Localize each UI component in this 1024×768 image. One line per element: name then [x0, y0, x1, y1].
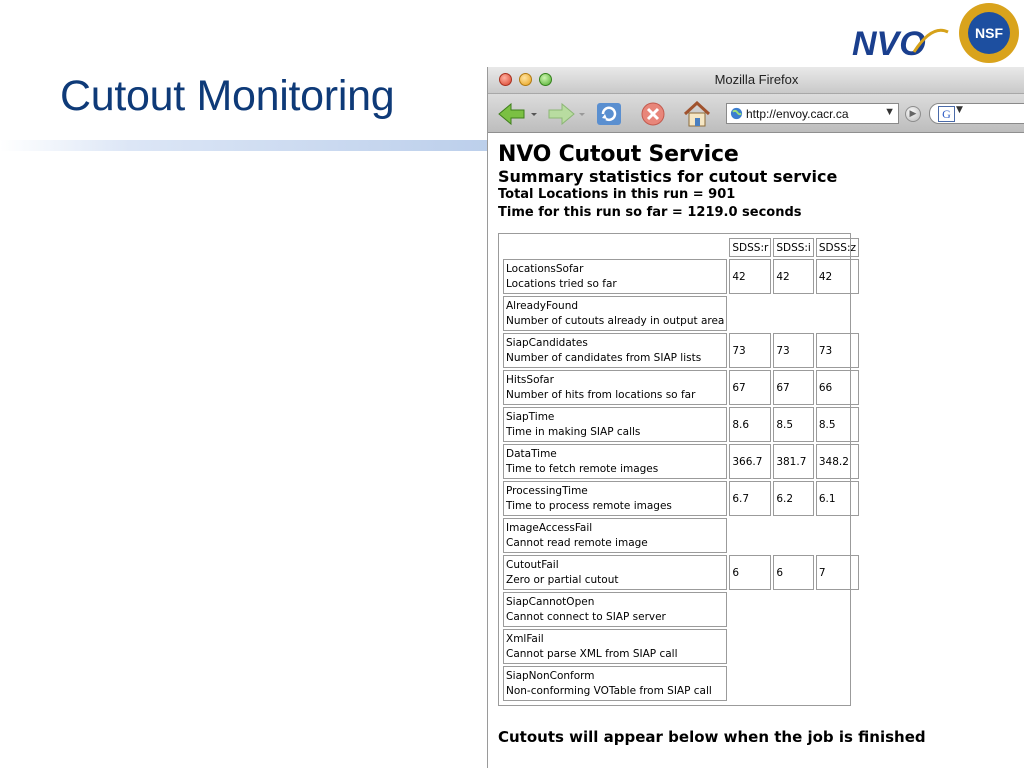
page-content	[488, 133, 1024, 746]
value-cell: 67	[773, 370, 814, 405]
table-row	[503, 666, 859, 701]
column-header: SDSS:r	[729, 238, 771, 257]
table-row	[503, 555, 859, 590]
metric-description: Time to fetch remote images	[506, 462, 659, 475]
stop-icon[interactable]	[638, 101, 668, 127]
metric-description: Cannot connect to SIAP server	[506, 610, 666, 623]
search-engine-dropdown-icon[interactable]: ▼	[956, 105, 963, 115]
table-row	[503, 407, 859, 442]
value-cell: 73	[729, 333, 771, 368]
empty-cell	[816, 592, 859, 627]
metric-cell	[503, 555, 727, 590]
value-cell: 8.5	[816, 407, 859, 442]
column-header: SDSS:z	[816, 238, 859, 257]
metric-name: ProcessingTime	[506, 484, 588, 497]
table-row	[503, 333, 859, 368]
url-dropdown-icon[interactable]: ▼	[884, 106, 895, 118]
column-header: SDSS:i	[773, 238, 814, 257]
stats-table	[501, 236, 861, 703]
empty-cell	[729, 629, 771, 664]
metric-name: SiapCannotOpen	[506, 595, 595, 608]
metric-description: Cannot parse XML from SIAP call	[506, 647, 678, 660]
browser-window	[487, 67, 1024, 768]
metric-description: Number of hits from locations so far	[506, 388, 696, 401]
empty-cell	[729, 296, 771, 331]
empty-cell	[816, 629, 859, 664]
empty-cell	[773, 296, 814, 331]
globe-icon	[730, 107, 743, 120]
nsf-logo	[958, 2, 1020, 64]
value-cell: 6	[773, 555, 814, 590]
metric-description: Non-conforming VOTable from SIAP call	[506, 684, 712, 697]
metric-cell	[503, 407, 727, 442]
metric-cell	[503, 481, 727, 516]
value-cell: 8.5	[773, 407, 814, 442]
header-blank-cell	[503, 238, 727, 257]
table-row	[503, 592, 859, 627]
nvo-logo	[852, 22, 950, 62]
value-cell: 381.7	[773, 444, 814, 479]
table-header-row	[503, 238, 859, 257]
empty-cell	[729, 592, 771, 627]
stats-table-container	[498, 233, 856, 706]
metric-name: SiapTime	[506, 410, 555, 423]
metric-cell	[503, 592, 727, 627]
value-cell: 6.1	[816, 481, 859, 516]
table-row	[503, 296, 859, 331]
empty-cell	[773, 666, 814, 701]
metric-description: Time in making SIAP calls	[506, 425, 641, 438]
metric-name: XmlFail	[506, 632, 544, 645]
empty-cell	[773, 518, 814, 553]
metric-cell	[503, 259, 727, 294]
metric-cell	[503, 629, 727, 664]
home-icon[interactable]	[681, 101, 713, 127]
url-bar[interactable]	[726, 103, 899, 124]
empty-cell	[816, 518, 859, 553]
table-row	[503, 444, 859, 479]
metric-description: Number of candidates from SIAP lists	[506, 351, 702, 364]
metric-name: SiapNonConform	[506, 669, 595, 682]
empty-cell	[773, 592, 814, 627]
metric-cell	[503, 518, 727, 553]
metric-name: DataTime	[506, 447, 557, 460]
metric-cell	[503, 666, 727, 701]
title-divider	[0, 140, 520, 151]
metric-cell	[503, 296, 727, 331]
navigation-toolbar	[488, 94, 1024, 133]
footer-message: Cutouts will appear below when the job is finished	[498, 728, 926, 746]
value-cell: 7	[816, 555, 859, 590]
go-icon[interactable]: ▶	[905, 106, 921, 122]
nvo-logo-text: NVO	[852, 25, 926, 62]
metric-description: Zero or partial cutout	[506, 573, 619, 586]
metric-cell	[503, 444, 727, 479]
url-text: http://envoy.cacr.ca	[746, 106, 849, 121]
table-row	[503, 518, 859, 553]
forward-arrow-icon[interactable]	[544, 101, 588, 127]
slide-title: Cutout Monitoring	[60, 72, 395, 120]
metric-name: ImageAccessFail	[506, 521, 593, 534]
window-title: Mozilla Firefox	[714, 72, 799, 87]
time-so-far: Time for this run so far = 1219.0 seconds	[498, 205, 802, 220]
search-bar[interactable]	[929, 103, 1024, 124]
metric-name: LocationsSofar	[506, 262, 584, 275]
empty-cell	[816, 666, 859, 701]
metric-description: Number of cutouts already in output area	[506, 314, 725, 327]
value-cell: 348.2	[816, 444, 859, 479]
metric-name: AlreadyFound	[506, 299, 579, 312]
reload-icon[interactable]	[594, 101, 626, 127]
total-locations: Total Locations in this run = 901	[498, 187, 736, 202]
empty-cell	[729, 518, 771, 553]
value-cell: 8.6	[729, 407, 771, 442]
table-row	[503, 370, 859, 405]
value-cell: 42	[816, 259, 859, 294]
value-cell: 42	[773, 259, 814, 294]
value-cell: 6.2	[773, 481, 814, 516]
page-subheading: Summary statistics for cutout service	[498, 167, 838, 186]
empty-cell	[729, 666, 771, 701]
page-heading: NVO Cutout Service	[498, 142, 739, 167]
metric-cell	[503, 370, 727, 405]
value-cell: 66	[816, 370, 859, 405]
value-cell: 42	[729, 259, 771, 294]
value-cell: 67	[729, 370, 771, 405]
google-icon[interactable]: G	[938, 106, 955, 122]
metric-description: Time to process remote images	[506, 499, 672, 512]
table-row	[503, 481, 859, 516]
table-row	[503, 629, 859, 664]
metric-name: CutoutFail	[506, 558, 559, 571]
value-cell: 73	[816, 333, 859, 368]
metric-name: HitsSofar	[506, 373, 554, 386]
value-cell: 73	[773, 333, 814, 368]
table-row	[503, 259, 859, 294]
metric-description: Cannot read remote image	[506, 536, 648, 549]
back-arrow-icon[interactable]	[496, 101, 540, 127]
metric-cell	[503, 333, 727, 368]
empty-cell	[773, 629, 814, 664]
value-cell: 6.7	[729, 481, 771, 516]
value-cell: 366.7	[729, 444, 771, 479]
nsf-logo-text: NSF	[975, 25, 1003, 41]
metric-description: Locations tried so far	[506, 277, 617, 290]
empty-cell	[816, 296, 859, 331]
metric-name: SiapCandidates	[506, 336, 588, 349]
window-titlebar	[488, 67, 1024, 94]
value-cell: 6	[729, 555, 771, 590]
